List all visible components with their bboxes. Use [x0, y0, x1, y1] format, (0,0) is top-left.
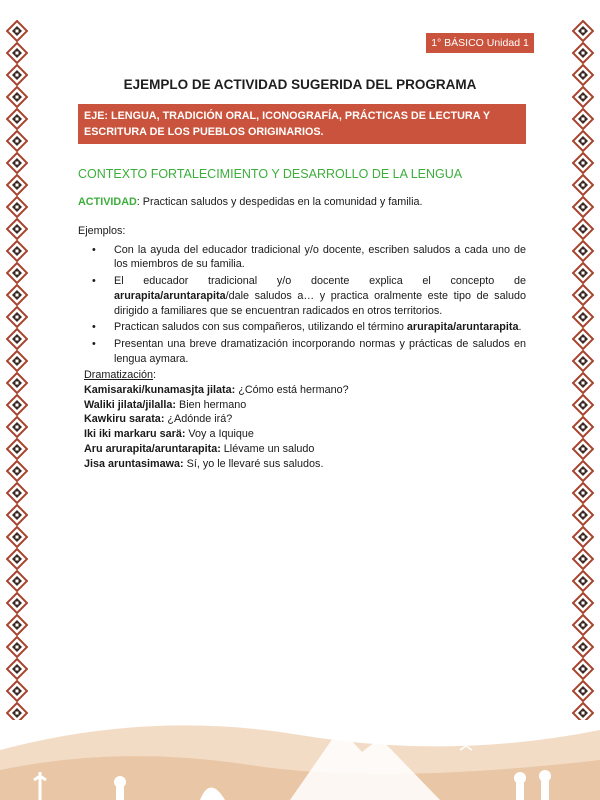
dialogue-term: Iki iki markaru sarä:: [84, 428, 186, 441]
dialogue-line: [84, 427, 526, 442]
dialogue-translation: ¿Adónde irá?: [164, 413, 233, 426]
example-text: Practican saludos con sus compañeros, utilizando el término: [114, 321, 407, 334]
example-term: arurapita/aruntarapita: [406, 321, 519, 334]
right-pattern-border: [572, 20, 594, 720]
dialogue-term: Jisa aruntasimawa:: [84, 457, 184, 470]
examples-list: [78, 243, 526, 367]
example-item-1: [114, 243, 526, 272]
activity-text: Practican saludos y despedidas en la comunidad y familia.: [139, 196, 423, 208]
example-text: /dale saludos a… y practica oralmente este tipo de saludo dirigido a familiares que se encuentran radicados en otros territorios.: [114, 289, 526, 317]
dialogue-line: [84, 383, 526, 398]
page-title: EJEMPLO DE ACTIVIDAD SUGERIDA DEL PROGRAMA: [123, 77, 477, 92]
activity-label: ACTIVIDAD: [78, 196, 137, 208]
dialogue-translation: Voy a Iquique: [185, 428, 254, 441]
example-text: .: [518, 321, 522, 334]
dialogue-term: Kamisaraki/kunamasjta jilata:: [84, 384, 236, 397]
example-text: Presentan una breve dramatización incorporando normas y prácticas de saludos en lengua aymara.: [114, 337, 526, 365]
landscape-footer-illustration: [0, 690, 600, 800]
example-item-3: [114, 320, 526, 335]
activity-line: [78, 196, 422, 208]
dialogue-term: Waliki jilata/jilalla:: [84, 398, 177, 411]
dialogue-translation: Bien hermano: [176, 398, 247, 411]
dialogue-translation: ¿Cómo está hermano?: [235, 384, 349, 397]
dialogue-translation: Llévame un saludo: [220, 442, 315, 455]
dialogue-term: Aru arurapita/aruntarapita:: [84, 442, 221, 455]
dialogue-line: [84, 442, 526, 457]
example-term: arurapita/aruntarapita: [114, 289, 226, 302]
activity-colon: :: [136, 196, 140, 208]
dramatization-label: Dramatización: [84, 369, 154, 382]
examples-label: Ejemplos:: [78, 225, 126, 237]
dialogue-line: [84, 398, 526, 413]
dialogue-term: Kawkiru sarata:: [84, 413, 165, 426]
example-text: El educador tradicional y/o docente explica el concepto de: [114, 275, 526, 288]
eje-banner: EJE: LENGUA, TRADICIÓN ORAL, ICONOGRAFÍA, PRÁCTICAS DE LECTURA Y ESCRITURA DE LOS PUEBLOS ORIGINARIOS.: [78, 104, 526, 144]
dramatization-heading: [84, 368, 526, 383]
example-text: Con la ayuda del educador tradicional y/o docente, escriben saludos a cada uno de los miembros de su familia.: [114, 243, 526, 271]
examples-section: [78, 224, 526, 471]
dialogue-line: [84, 457, 526, 472]
example-item-2: [114, 274, 526, 318]
dramatization-block: [78, 368, 526, 471]
dialogue-translation: Sí, yo le llevaré sus saludos.: [183, 457, 324, 470]
dramatization-colon: :: [153, 369, 157, 382]
left-pattern-border: [6, 20, 28, 720]
example-item-4: [114, 337, 526, 366]
dialogue-line: [84, 412, 526, 427]
grade-unit-badge: 1° BÁSICO Unidad 1: [426, 33, 534, 53]
context-heading: CONTEXTO FORTALECIMIENTO Y DESARROLLO DE LA LENGUA: [78, 167, 463, 181]
